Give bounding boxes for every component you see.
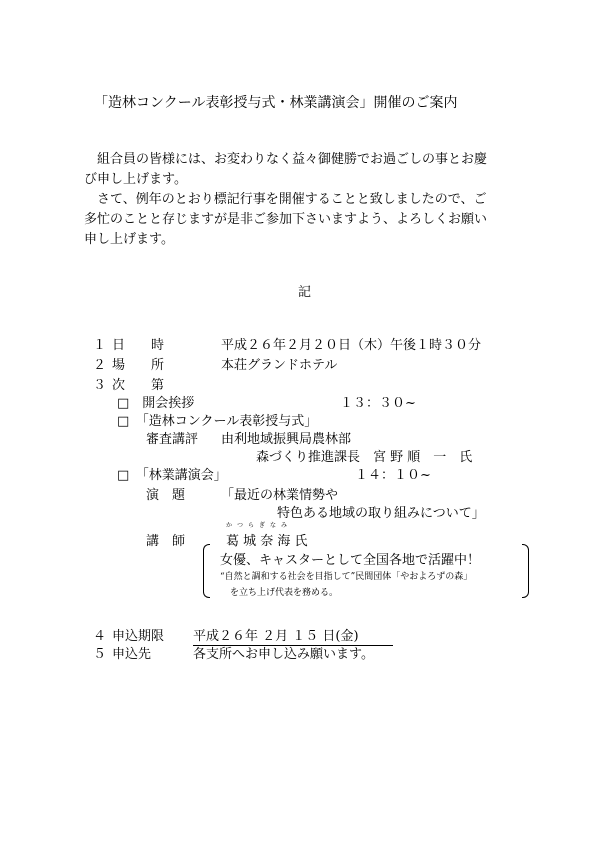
item2-label: 場 所 xyxy=(112,358,165,373)
body-line-1: さて、例年のとおり標記行事を開催することと致しましたので、ご xyxy=(84,192,487,207)
bio-bracket-left xyxy=(203,544,210,598)
judge-review-label: 審査講評 xyxy=(146,432,199,447)
body-line-2: 多忙のことと存じますが是非ご参加下さいますよう、よろしくお願い xyxy=(84,212,488,227)
item1-value: 平成２６年２月２０日（木）午後１時３０分 xyxy=(221,338,482,353)
lecturer-bio-line-3: を立ち上げ代表を務める。 xyxy=(230,588,339,598)
item1-label: 日 時 xyxy=(112,338,165,353)
item5-number: ５ xyxy=(93,647,107,662)
judge-title: 森づくり推進課長 宮 野 順 一 氏 xyxy=(256,450,473,465)
greeting-line-1: 組合員の皆様には、お変わりなく益々御健勝でお過ごしの事とお慶 xyxy=(84,152,488,167)
lecturer-name-ruby: かつらぎなみ xyxy=(226,522,293,529)
item2-number: ２ xyxy=(93,358,107,373)
ki-heading: 記 xyxy=(298,285,312,300)
opening-remarks-time: １３：３０~ xyxy=(340,396,416,411)
item1-number: １ xyxy=(93,338,107,353)
body-line-3: 申し上げます。 xyxy=(84,232,174,247)
theme-label: 演 題 xyxy=(146,488,186,503)
item4-label: 申込期限 xyxy=(112,629,165,644)
item5-label: 申込先 xyxy=(112,647,152,662)
item2-value: 本荘グランドホテル xyxy=(221,358,338,373)
item4-number: ４ xyxy=(93,629,107,644)
lecturer-name: 葛 城 奈 海 氏 xyxy=(226,534,308,549)
page-title: 「造林コンクール表彰授与式・林業講演会」開催のご案内 xyxy=(94,95,458,111)
item3-label: 次 第 xyxy=(112,378,165,393)
lecturer-label: 講 師 xyxy=(146,534,186,549)
bio-bracket-right xyxy=(522,544,529,598)
application-deadline-value: 平成２６年 ２月 １５ 日(金) xyxy=(193,625,393,646)
award-ceremony-label: □ 「造林コンクール表彰授与式」 xyxy=(117,414,318,429)
lecturer-bio-line-2: “自然と調和する社会を目指して”民間団体「やおよろずの森」 xyxy=(220,572,473,582)
forestry-lecture-label: □ 「林業講演会」 xyxy=(117,468,227,483)
opening-remarks-label: □ 開会挨拶 xyxy=(117,396,195,411)
application-destination-value: 各支所へお申し込み願います。 xyxy=(193,647,374,662)
judge-organization: 由利地域振興局農林部 xyxy=(221,432,352,447)
item3-number: ３ xyxy=(93,378,107,393)
theme-line-1: 「最近の林業情勢や xyxy=(221,488,339,503)
lecturer-bio-line-1: 女優、キャスターとして全国各地で活躍中！ xyxy=(220,553,481,568)
forestry-lecture-time: １４：１０~ xyxy=(355,468,431,483)
greeting-line-2: び申し上げます。 xyxy=(84,172,187,187)
theme-line-2: 特色ある地域の取り組みについて」 xyxy=(277,506,485,521)
